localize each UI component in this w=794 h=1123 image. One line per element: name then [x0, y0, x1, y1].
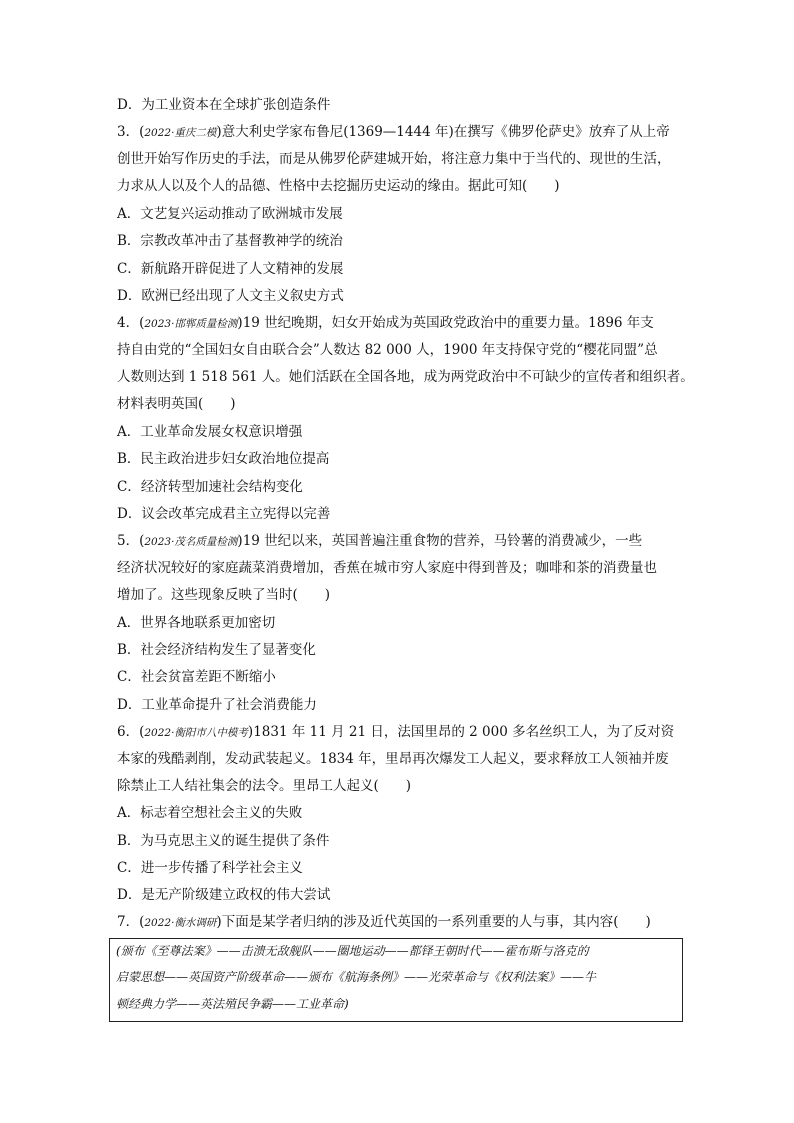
q2-option-d: D．为工业资本在全球扩张创造条件: [117, 97, 331, 113]
q5-stem-line-3: 增加了。这些现象反映了当时( ): [117, 587, 331, 603]
question-source: 2023·茂名质量检测: [144, 536, 238, 548]
question-text: )1831 年 11 月 21 日，法国里昂的 2 000 多名丝织工人，为了反对资: [247, 724, 675, 740]
question-text: )19 世纪以来，英国普遍注重食物的营养，马铃薯的消费减少，一些: [237, 533, 643, 549]
q7-box-line-1: (颁布《至尊法案》——击溃无敌舰队——圈地运动——都铎王朝时代——霍布斯与洛克的: [116, 944, 589, 958]
q4-option-a: A．工业革命发展女权意识增强: [117, 424, 303, 440]
q3-option-a: A．文艺复兴运动推动了欧洲城市发展: [117, 206, 343, 222]
q4-stem-line-4: 材料表明英国( ): [117, 396, 236, 412]
q5-option-c: C．社会贫富差距不断缩小: [117, 669, 276, 685]
q6-stem-line-1: [117, 723, 687, 742]
q3-stem-line-2: 创世开始写作历史的手法，而是从佛罗伦萨建城开始，将注意力集中于当代的、现世的生活，: [117, 151, 671, 167]
q5-stem-line-2: 经济状况较好的家庭蔬菜消费增加，香蕉在城市穷人家庭中得到普及；咖啡和茶的消费量也: [117, 560, 657, 576]
question-source: 2022·重庆二模: [144, 127, 217, 139]
q5-option-d: D．工业革命提升了社会消费能力: [117, 697, 317, 713]
question-text: )意大利史学家布鲁尼(1369—1444 年)在撰写《佛罗伦萨史》放弃了从上帝: [216, 124, 670, 140]
question-source: 2023·邯郸质量检测: [144, 318, 238, 330]
q6-option-a: A．标志着空想社会主义的失败: [117, 805, 303, 821]
question-text: )下面是某学者归纳的涉及近代英国的一系列重要的人与事，其内容( ): [216, 914, 651, 930]
q7-stem-line-1: [117, 913, 687, 932]
q6-option-c: C．进一步传播了科学社会主义: [117, 860, 303, 876]
question-number: 3．(: [117, 124, 145, 140]
q5-option-b: B．社会经济结构发生了显著变化: [117, 642, 316, 658]
question-text: )19 世纪晚期，妇女开始成为英国政党政治中的重要力量。1896 年支: [237, 315, 654, 331]
q7-box-line-2: 启蒙思想——英国资产阶级革命——颁布《航海条例》——光荣革命与《权利法案》——牛: [116, 970, 597, 984]
q5-stem-line-1: [117, 532, 687, 551]
question-number: 7．(: [117, 914, 145, 930]
q3-option-b: B．宗教改革冲击了基督教神学的统治: [117, 233, 343, 249]
q4-option-d: D．议会改革完成君主立宪得以完善: [117, 506, 331, 522]
question-number: 5．(: [117, 533, 145, 549]
q6-option-b: B．为马克思主义的诞生提供了条件: [117, 833, 330, 849]
q3-stem-line-3: 力求从人以及个人的品德、性格中去挖掘历史运动的缘由。据此可知( ): [117, 178, 560, 194]
q5-option-a: A．世界各地联系更加密切: [117, 615, 276, 631]
q4-stem-line-3: 人数则达到 1 518 561 人。她们活跃在全国各地，成为两党政治中不可缺少的宣传者和组织者。: [117, 369, 694, 385]
q6-option-d: D．是无产阶级建立政权的伟大尝试: [117, 887, 331, 903]
q3-option-c: C．新航路开辟促进了人文精神的发展: [117, 261, 344, 277]
q4-stem-line-2: 持自由党的“全国妇女自由联合会”人数达 82 000 人，1900 年支持保守党的“樱花同盟”总: [117, 342, 658, 358]
question-source: 2022·衡阳市八中模考: [144, 727, 248, 739]
q6-stem-line-3: 除禁止工人结社集会的法令。里昂工人起义( ): [117, 778, 412, 794]
q7-material-box: [109, 938, 683, 1022]
q4-stem-line-1: [117, 314, 687, 333]
question-number: 4．(: [117, 315, 145, 331]
q7-box-line-3: 顿经典力学——英法殖民争霸——工业革命): [116, 997, 349, 1011]
question-number: 6．(: [117, 724, 145, 740]
q4-option-c: C．经济转型加速社会结构变化: [117, 479, 303, 495]
q4-option-b: B．民主政治进步妇女政治地位提高: [117, 451, 330, 467]
question-source: 2022·衡水调研: [144, 917, 217, 929]
q3-stem-line-1: [117, 123, 687, 142]
q3-option-d: D．欧洲已经出现了人文主义叙史方式: [117, 288, 344, 304]
q6-stem-line-2: 本家的残酷剥削，发动武装起义。1834 年，里昂再次爆发工人起义，要求释放工人领袖并废: [117, 751, 669, 767]
